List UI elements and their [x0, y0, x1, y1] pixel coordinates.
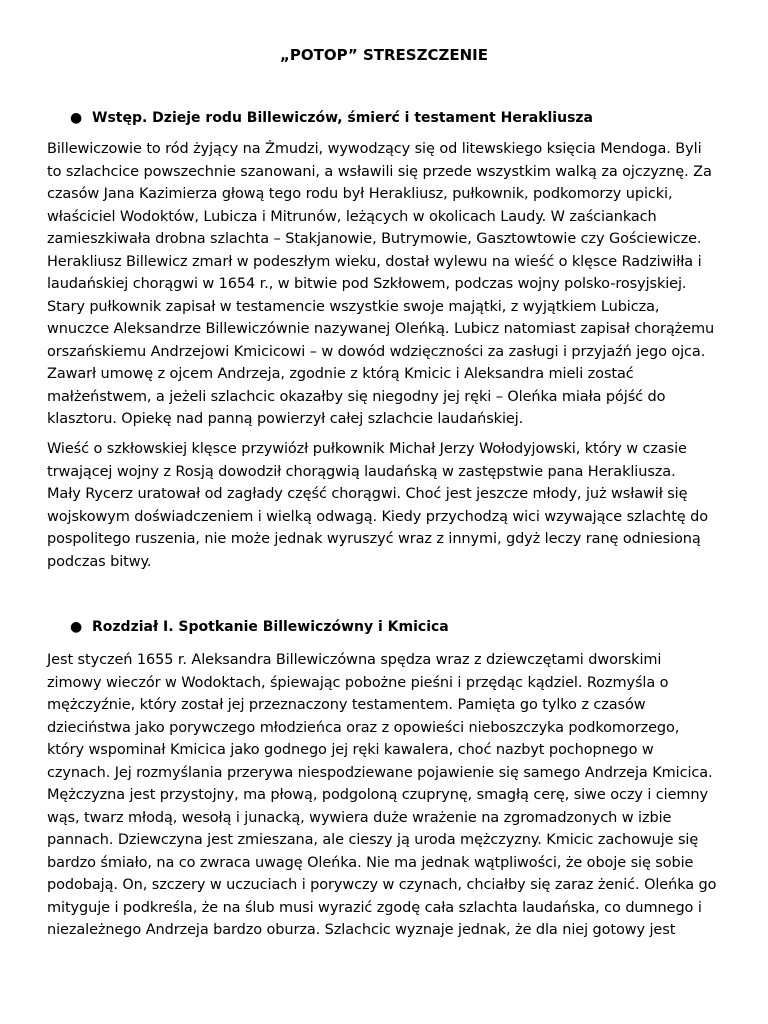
text-line: Jest styczeń 1655 r. Aleksandra Billewiczówna spędza wraz z dziewczętami dworskimi	[47, 652, 662, 668]
bullet-icon: ●	[70, 619, 83, 635]
text-line: wnuczce Aleksandrze Billewiczównie nazywanej Oleńką. Lubicz natomiast zapisał chorążemu	[47, 321, 715, 337]
text-line: Mężczyzna jest przystojny, ma płową, podgoloną czuprynę, smagłą cerę, siwe oczy i ciemny	[47, 787, 709, 803]
section-heading-1-text: Wstęp. Dzieje rodu Billewiczów, śmierć i testament Herakliusza	[92, 110, 593, 126]
text-line: Stary pułkownik zapisał w testamencie wszystkie swoje majątki, z wyjątkiem Lubicza,	[47, 298, 660, 315]
text-line: zamieszkiwała drobna szlachta – Stakjanowie, Butrymowie, Gasztowtowie czy Gościewicze.	[47, 231, 702, 247]
text-line: bardzo śmiało, na co zwraca uwagę Oleńka. Nie ma jednak wątpliwości, że oboje się sobie	[47, 854, 694, 871]
text-line: wojskowym doświadczeniem i wielką odwagą. Kiedy przychodzą wici wzywające szlachtę do	[47, 508, 709, 525]
document-title: „POTOP” STRESZCZENIE	[280, 46, 488, 64]
section-1-paragraph-1	[47, 138, 727, 431]
text-line: to szlachcice powszechnie szanowani, a wsławili się przede wszystkim walką za ojczyznę. Za	[47, 163, 712, 180]
text-line: orszańskiemu Andrzejowi Kmicicowi – w dowód wdzięczności za zasługi i przyjaźń jego ojca.	[47, 343, 706, 360]
text-line: mityguje i podkreśla, że na ślub musi wyrazić zgodę cała szlachta laudańska, co dumnego i	[47, 899, 702, 916]
text-line: Wieść o szkłowskiej klęsce przywiózł pułkownik Michał Jerzy Wołodyjowski, który w czasie	[47, 441, 687, 457]
bullet-icon: ●	[70, 110, 83, 126]
text-line: laudańskiej chorągwi w 1654 r., w bitwie pod Szkłowem, podczas wojny polsko-rosyjskiej.	[47, 276, 687, 292]
text-line: Billewiczowie to ród żyjący na Żmudzi, wywodzący się od litewskiego księcia Mendoga. Byli	[47, 141, 702, 157]
text-line: podobają. On, szczery w uczuciach i porywczy w czynach, chciałby się zaraz żenić. Oleńka go	[47, 877, 717, 893]
text-line: czynach. Jej rozmyślania przerywa niespodziewane pojawienie się samego Andrzeja Kmicica.	[47, 764, 713, 781]
section-1-paragraph-2	[47, 438, 727, 573]
text-line: właściciel Wodoktów, Lubicza i Mitrunów, leżących w okolicach Laudy. W zaściankach	[47, 208, 657, 225]
text-line: niezależnego Andrzeja bardzo oburza. Szlachcic wyznaje jednak, że dla niej gotowy jest	[47, 922, 676, 938]
text-line: małżeństwem, a jeżeli szlachcic okazałby się niegodny jej ręki – Oleńka miała pójść do	[47, 388, 666, 405]
text-line: wąs, twarz młodą, wesołą i junacką, wywiera duże wrażenie na zgromadzonych w izbie	[47, 809, 672, 826]
text-line: pospolitego ruszenia, nie może jednak wyruszyć wraz z innymi, gdyż leczy ranę odniesioną	[47, 531, 701, 547]
section-2-paragraph-1	[47, 649, 727, 942]
section-heading-2-text: Rozdział I. Spotkanie Billewiczówny i Kmicica	[92, 619, 449, 635]
text-line: który wspominał Kmicica jako godnego jej ręki kawalera, choć nazbyt pochopnego w	[47, 742, 654, 758]
text-line: Herakliusz Billewicz zmarł w podeszłym wieku, dostał wylewu na wieść o klęsce Radziwiłła i	[47, 253, 702, 270]
text-line: mężczyźnie, który został jej przeznaczony testamentem. Pamięta go tylko z czasów	[47, 697, 646, 713]
text-line: podczas bitwy.	[47, 553, 152, 570]
text-line: Mały Rycerz uratował od zagłady część chorągwi. Choć jest jeszcze młody, już wsławił się	[47, 486, 688, 502]
text-line: Zawarł umowę z ojcem Andrzeja, zgodnie z którą Kmicic i Aleksandra mieli zostać	[47, 366, 634, 382]
text-line: trwającej wojny z Rosją dowodził chorągwią laudańską w zastępstwie pana Herakliusza.	[47, 463, 676, 480]
text-line: czasów Jana Kazimierza głową tego rodu był Herakliusz, pułkownik, podkomorzy upicki,	[47, 186, 673, 202]
text-line: pannach. Dziewczyna jest zmieszana, ale cieszy ją uroda mężczyzny. Kmicic zachowuje się	[47, 832, 699, 848]
text-line: klasztoru. Opiekę nad panną powierzył całej szlachcie laudańskiej.	[47, 411, 524, 427]
text-line: dzieciństwa jako porywczego młodzieńca oraz z opowieści nieboszczyka podkomorzego,	[47, 719, 680, 736]
text-line: zimowy wieczór w Wodoktach, śpiewając pobożne pieśni i przędąc kądziel. Rozmyśla o	[47, 674, 669, 691]
